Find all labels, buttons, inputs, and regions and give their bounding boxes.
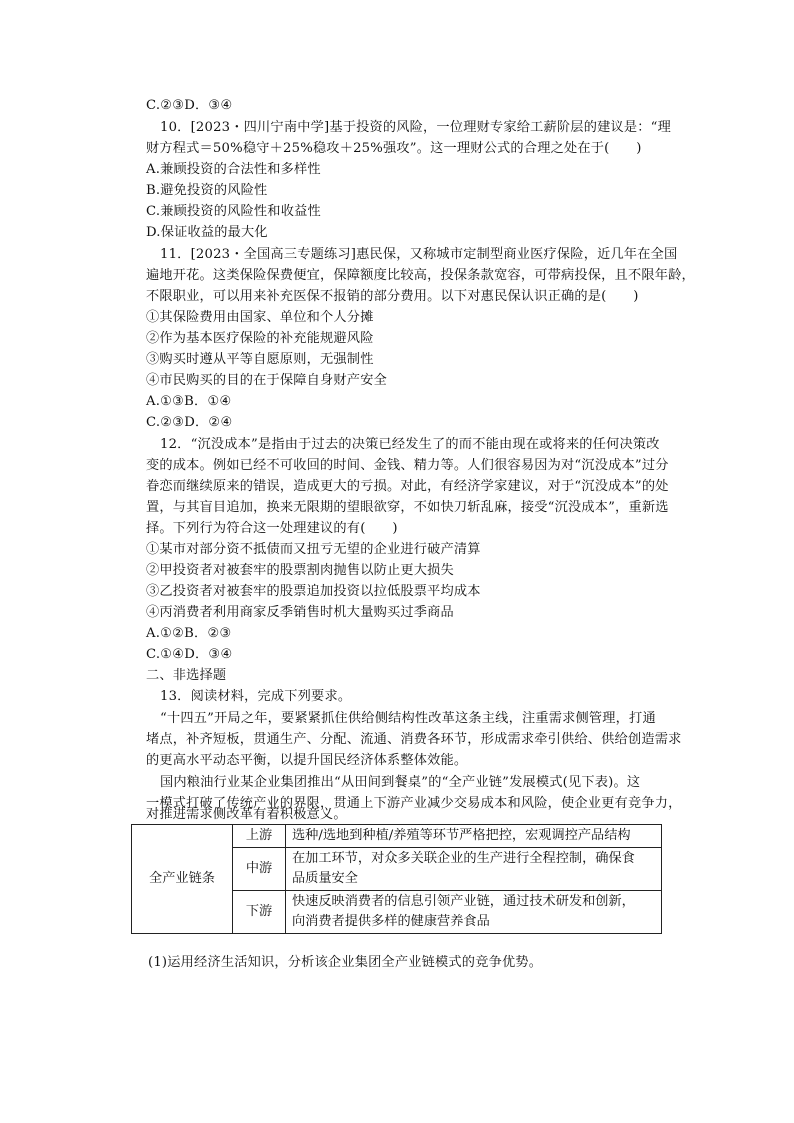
table-row bbox=[132, 825, 662, 848]
table-head-cell: 全产业链条 bbox=[132, 825, 233, 934]
q13-para1-line2: 堵点，补齐短板，贯通生产、分配、流通、消费各环节，形成需求牵引供给、供给创造需求 bbox=[146, 732, 682, 747]
q13-sub-question-1: (1)运用经济生活知识，分析该企业集团全产业链模式的竞争优势。 bbox=[148, 955, 543, 970]
q13-para1-line1: “十四五”开局之年，要紧紧抓住供给侧结构性改革这条主线，注重需求侧管理，打通 bbox=[160, 711, 656, 726]
q12-options-cd: C.①④D．③④ bbox=[146, 647, 233, 662]
q10-stem-line2: 财方程式＝50%稳守＋25%稳攻＋25%强攻”。这一理财公式的合理之处在于( ) bbox=[146, 141, 642, 156]
q11-stem-line2: 遍地开花。这类保险保费便宜，保障额度比较高，投保条款宽容，可带病投保，且不限年龄， bbox=[146, 268, 695, 283]
q11-item-4: ④市民购买的目的在于保障自身财产安全 bbox=[146, 373, 387, 388]
q12-item-2: ②甲投资者对被套牢的股票割肉抛售以防止更大损失 bbox=[146, 563, 454, 578]
q12-stem-line4: 置，与其盲目追加，换来无限期的望眼欲穿，不如快刀斩乱麻，接受“沉没成本”，重新选 bbox=[146, 500, 669, 515]
q11-item-2: ②作为基本医疗保险的补充能规避风险 bbox=[146, 331, 374, 346]
q11-stem-line3: 不限职业，可以用来补充医保不报销的部分费用。以下对惠民保认识正确的是( ) bbox=[146, 289, 639, 304]
q11-stem-line1: 11．[2023・全国高三专题练习]惠民保，又称城市定制型商业医疗保险，近几年在全国 bbox=[160, 247, 678, 262]
downstream-desc bbox=[286, 891, 662, 934]
stage-midstream: 中游 bbox=[233, 848, 286, 891]
q11-options-cd: C.②③D．②④ bbox=[146, 415, 233, 430]
q10-option-d: D.保证收益的最大化 bbox=[146, 225, 268, 240]
q13-para2-line3: 对推进需求侧改革有着积极意义。 bbox=[146, 807, 347, 822]
q11-item-1: ①其保险费用由国家、单位和个人分摊 bbox=[146, 310, 374, 325]
midstream-desc bbox=[286, 848, 662, 891]
midstream-desc-line1: 在加工环节，对众多关联企业的生产进行全程控制，确保食 bbox=[292, 851, 635, 866]
q12-item-1: ①某市对部分资不抵债而又扭亏无望的企业进行破产清算 bbox=[146, 542, 481, 557]
q12-options-ab: A.①②B．②③ bbox=[146, 626, 232, 641]
q13-para1-line3: 的更高水平动态平衡，以提升国民经济体系整体效能。 bbox=[146, 753, 468, 768]
section-heading: 二、非选择题 bbox=[146, 668, 227, 683]
stage-upstream: 上游 bbox=[233, 825, 286, 848]
q12-item-4: ④丙消费者利用商家反季销售时机大量购买过季商品 bbox=[146, 605, 454, 620]
q9-options-cd: C.②③D．③④ bbox=[146, 98, 233, 113]
q13-para2-line2: 一模式打破了传统产业的界限，贯通上下游产业减少交易成本和风险，使企业更有竞争力， bbox=[146, 796, 682, 811]
industry-chain-table bbox=[131, 824, 662, 934]
q10-option-b: B.避免投资的风险性 bbox=[146, 183, 268, 198]
q10-stem-line1: 10．[2023・四川宁南中学]基于投资的风险，一位理财专家给工薪阶层的建议是：“理 bbox=[160, 120, 671, 135]
q13-stem: 13．阅读材料，完成下列要求。 bbox=[160, 689, 352, 704]
midstream-desc-line2: 品质量安全 bbox=[292, 871, 358, 886]
q10-option-a: A.兼顾投资的合法性和多样性 bbox=[146, 162, 321, 177]
q13-para2-line1: 国内粮油行业某企业集团推出“从田间到餐桌”的“全产业链”发展模式(见下表)。这 bbox=[160, 775, 641, 790]
q12-stem-line5: 择。下列行为符合这一处理建议的有( ) bbox=[146, 521, 398, 536]
downstream-desc-line2: 向消费者提供多样的健康营养食品 bbox=[292, 914, 490, 929]
downstream-desc-line1: 快速反映消费者的信息引领产业链，通过技术研发和创新， bbox=[292, 894, 635, 909]
q12-stem-line1: 12．“沉没成本”是指由于过去的决策已经发生了的而不能由现在或将来的任何决策改 bbox=[160, 437, 660, 452]
q12-stem-line3: 眷恋而继续原来的错误，造成更大的亏损。对此，有经济学家建议，对于“沉没成本”的处 bbox=[146, 479, 669, 494]
q11-item-3: ③购买时遵从平等自愿原则，无强制性 bbox=[146, 352, 374, 367]
upstream-desc: 选种/选地到种植/养殖等环节严格把控，宏观调控产品结构 bbox=[286, 825, 662, 848]
stage-downstream: 下游 bbox=[233, 891, 286, 934]
q10-option-c: C.兼顾投资的风险性和收益性 bbox=[146, 204, 321, 219]
q12-item-3: ③乙投资者对被套牢的股票追加投资以拉低股票平均成本 bbox=[146, 584, 481, 599]
q12-stem-line2: 变的成本。例如已经不可收回的时间、金钱、精力等。人们很容易因为对“沉没成本”过分 bbox=[146, 458, 669, 473]
q11-options-ab: A.①③B．①④ bbox=[146, 394, 232, 409]
